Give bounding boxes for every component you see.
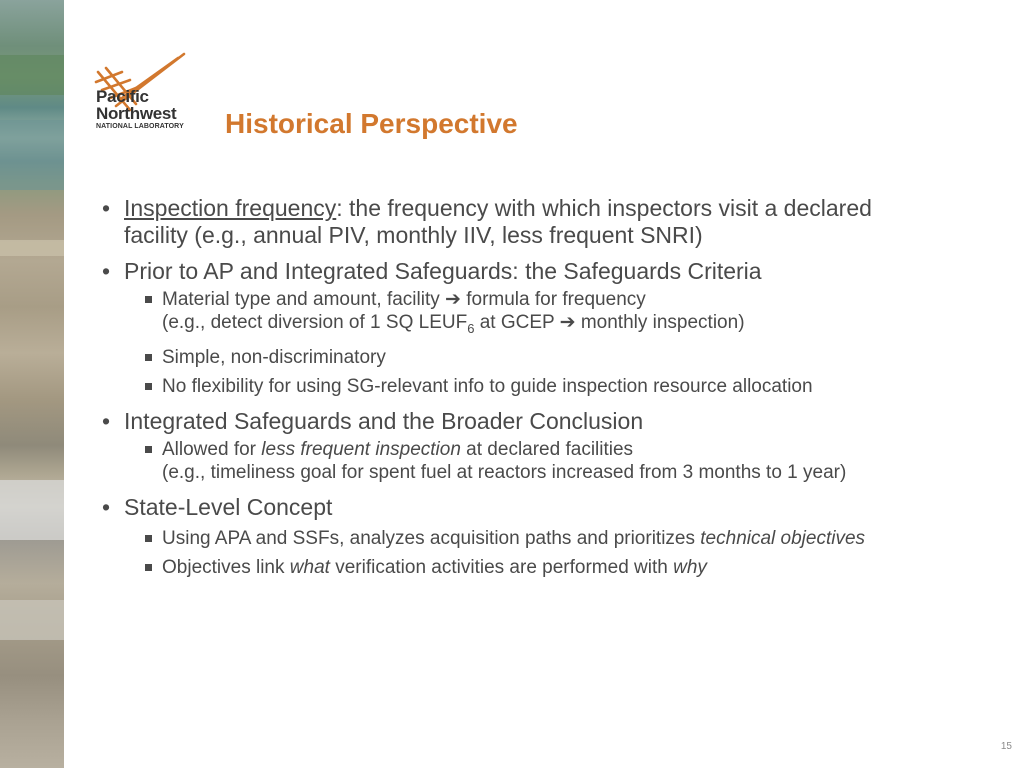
bullet-marker: •: [102, 195, 111, 221]
bullet-inspection-frequency: [100, 195, 1000, 249]
page-number: 15: [1000, 741, 1012, 752]
sub-bullet-text-b: verification activities are performed with: [329, 556, 674, 578]
aerial-photo-strip: [0, 0, 64, 768]
sub-bullet-text: No flexibility for using SG-relevant info to guide inspection resource allocation: [162, 375, 813, 397]
logo-line-northwest: Northwest: [96, 104, 177, 123]
sub-bullet-example-e: monthly inspection): [575, 312, 745, 333]
sub-bullet-using-apa: [100, 527, 1000, 550]
term-inspection-frequency: Inspection frequency: [124, 195, 337, 221]
photo-river-band: [0, 120, 64, 190]
sub-bullet-example-d: at GCEP: [474, 312, 560, 333]
bullet-text: : the frequency with which inspectors visit a declared: [336, 195, 872, 221]
square-bullet-icon: [145, 354, 152, 361]
square-bullet-icon: [145, 446, 152, 453]
logo-line-pacific: Pacific: [96, 87, 149, 106]
bullet-text: Integrated Safeguards and the Broader Conclusion: [124, 407, 644, 434]
slide-content: [100, 195, 1000, 579]
arrow-right-icon: ➔: [559, 311, 576, 333]
sub-bullet-text: Using APA and SSFs, analyzes acquisition paths and prioritizes: [162, 527, 701, 549]
photo-field-band: [0, 55, 64, 95]
bullet-marker: •: [102, 258, 111, 284]
square-bullet-icon: [145, 383, 152, 390]
emphasis-technical-objectives: technical objectives: [700, 527, 866, 549]
emphasis-why: why: [673, 556, 707, 578]
bullet-safeguards-criteria: [100, 258, 1000, 285]
subscript-six: 6: [467, 320, 475, 336]
square-bullet-icon: [145, 535, 152, 542]
sub-bullet-example: (e.g., detect diversion of 1 SQ LEUF: [162, 312, 468, 333]
bullet-state-level-concept: [100, 494, 1000, 521]
sub-bullet-no-flexibility: [100, 375, 1000, 398]
bullet-text: Prior to AP and Integrated Safeguards: the Safeguards Criteria: [124, 258, 762, 284]
sub-bullet-objectives-link: [100, 556, 1000, 579]
sub-bullet-simple: [100, 346, 1000, 369]
sub-bullet-text: Material type and amount, facility: [162, 289, 446, 310]
sub-bullet-example: (e.g., timeliness goal for spent fuel at reactors increased from 3 months to 1 year): [162, 461, 847, 483]
sub-bullet-text: Allowed for: [162, 438, 262, 460]
photo-building-band: [0, 480, 64, 540]
sub-bullet-allowed-less-frequent: [100, 438, 1000, 484]
sub-bullet-text: Simple, non-discriminatory: [162, 346, 386, 368]
photo-parking-band: [0, 600, 64, 640]
logo-line-national-laboratory: NATIONAL LABORATORY: [96, 123, 184, 130]
sub-bullet-text: Objectives link: [162, 556, 290, 578]
square-bullet-icon: [145, 296, 152, 303]
arrow-right-icon: ➔: [445, 288, 461, 310]
bullet-integrated-safeguards: [100, 408, 1000, 435]
bullet-marker: •: [102, 493, 111, 520]
square-bullet-icon: [145, 564, 152, 571]
bullet-marker: •: [102, 407, 111, 434]
photo-road-band: [0, 240, 64, 256]
sub-bullet-text-b: formula for frequency: [460, 289, 646, 310]
emphasis-what: what: [289, 556, 330, 578]
sub-bullet-text-b: at declared facilities: [460, 438, 634, 460]
bullet-text-continued: facility (e.g., annual PIV, monthly IIV, less frequent SNRI): [124, 222, 703, 248]
emphasis-less-frequent-inspection: less frequent inspection: [261, 438, 461, 460]
pnnl-logo-wordmark: [96, 88, 184, 132]
slide-title: Historical Perspective: [225, 108, 518, 139]
bullet-text: State-Level Concept: [124, 493, 333, 520]
sub-bullet-material-type: [100, 288, 1000, 340]
